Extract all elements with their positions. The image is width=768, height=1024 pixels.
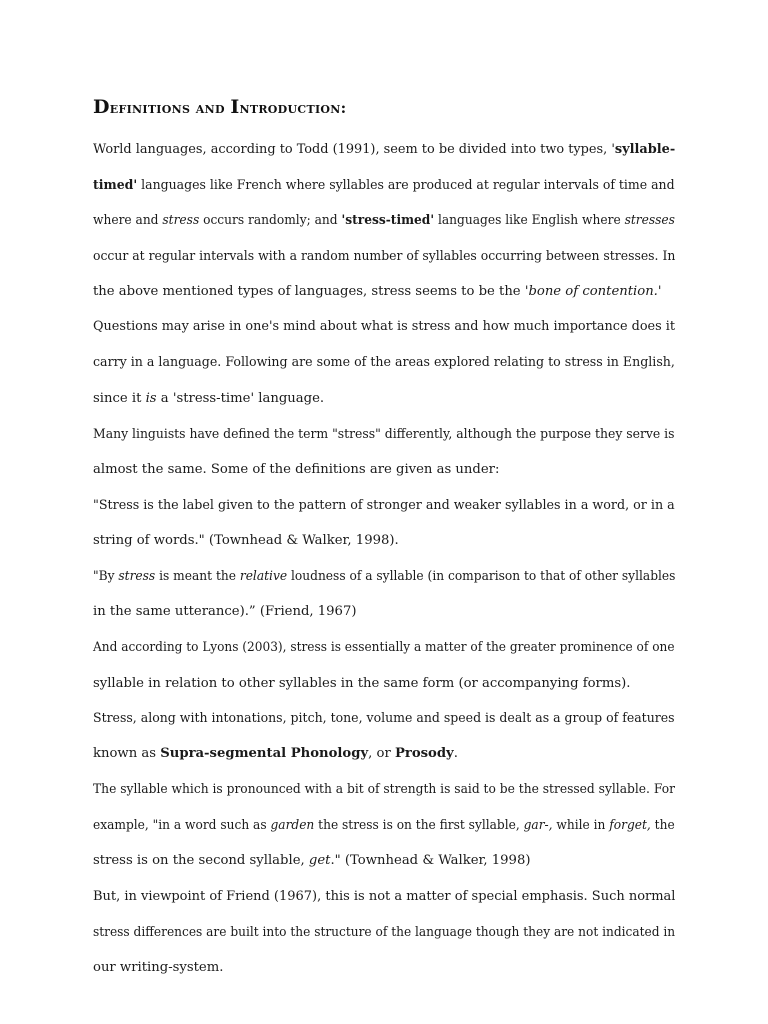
paragraph-1-line-1: World languages, according to Todd (1991), seem to be divided into two types, 'syllable- (93, 142, 676, 157)
paragraph-5-line-3: stress is on the second syllable, get." (Townhead & Walker, 1998) (93, 853, 531, 868)
quote-1-line-2: string of words." (Townhead & Walker, 1998). (93, 533, 399, 548)
paragraph-6-line-2: stress differences are built into the structure of the language though they are not indicated in (93, 925, 676, 940)
paragraph-3-line-1: And according to Lyons (2003), stress is essentially a matter of the greater prominence of one (93, 640, 675, 655)
heading-initial-1: D (93, 96, 110, 118)
paragraph-1-line-2: timed' languages like French where syllables are produced at regular intervals of time and (93, 178, 675, 193)
paragraph-1-line-3: where and stress occurs randomly; and 'stress-timed' languages like English where stresses (93, 213, 675, 228)
quote-1-line-1: "Stress is the label given to the pattern of stronger and weaker syllables in a word, or in a (93, 498, 675, 513)
paragraph-4-line-2: known as Supra-segmental Phonology, or Prosody. (93, 746, 458, 761)
quote-2-line-2: in the same utterance).” (Friend, 1967) (93, 604, 357, 619)
paragraph-6-line-1: But, in viewpoint of Friend (1967), this is not a matter of special emphasis. Such normal (93, 889, 676, 904)
paragraph-6-line-3: our writing-system. (93, 960, 224, 975)
paragraph-1-line-4: occur at regular intervals with a random number of syllables occurring between stresses. In (93, 249, 676, 264)
heading-part-2: ntroduction: (239, 99, 347, 117)
paragraph-5-line-1: The syllable which is pronounced with a bit of strength is said to be the stressed syllable. For (93, 782, 675, 797)
paragraph-5-line-2: example, "in a word such as garden the stress is on the first syllable, gar-, while in forget, the (93, 818, 675, 833)
quote-2-line-1: "By stress is meant the relative loudness of a syllable (in comparison to that of other syllables (93, 569, 676, 584)
paragraph-1-line-5: the above mentioned types of languages, stress seems to be the 'bone of contention.' (93, 284, 662, 299)
paragraph-2-line-2: almost the same. Some of the definitions are given as under: (93, 462, 500, 477)
heading-initial-2: I (230, 96, 240, 118)
section-heading (93, 96, 346, 118)
paragraph-4-line-1: Stress, along with intonations, pitch, tone, volume and speed is dealt as a group of features (93, 711, 675, 726)
paragraph-1-line-6: Questions may arise in one's mind about what is stress and how much importance does it (93, 319, 676, 334)
heading-part-1: efinitions and (109, 99, 231, 117)
paragraph-3-line-2: syllable in relation to other syllables in the same form (or accompanying forms). (93, 676, 631, 691)
paragraph-1-line-7: carry in a language. Following are some of the areas explored relating to stress in English, (93, 355, 675, 370)
paragraph-2-line-1: Many linguists have defined the term "stress" differently, although the purpose they serve is (93, 427, 675, 442)
paragraph-1-line-8: since it is a 'stress-time' language. (93, 391, 325, 406)
